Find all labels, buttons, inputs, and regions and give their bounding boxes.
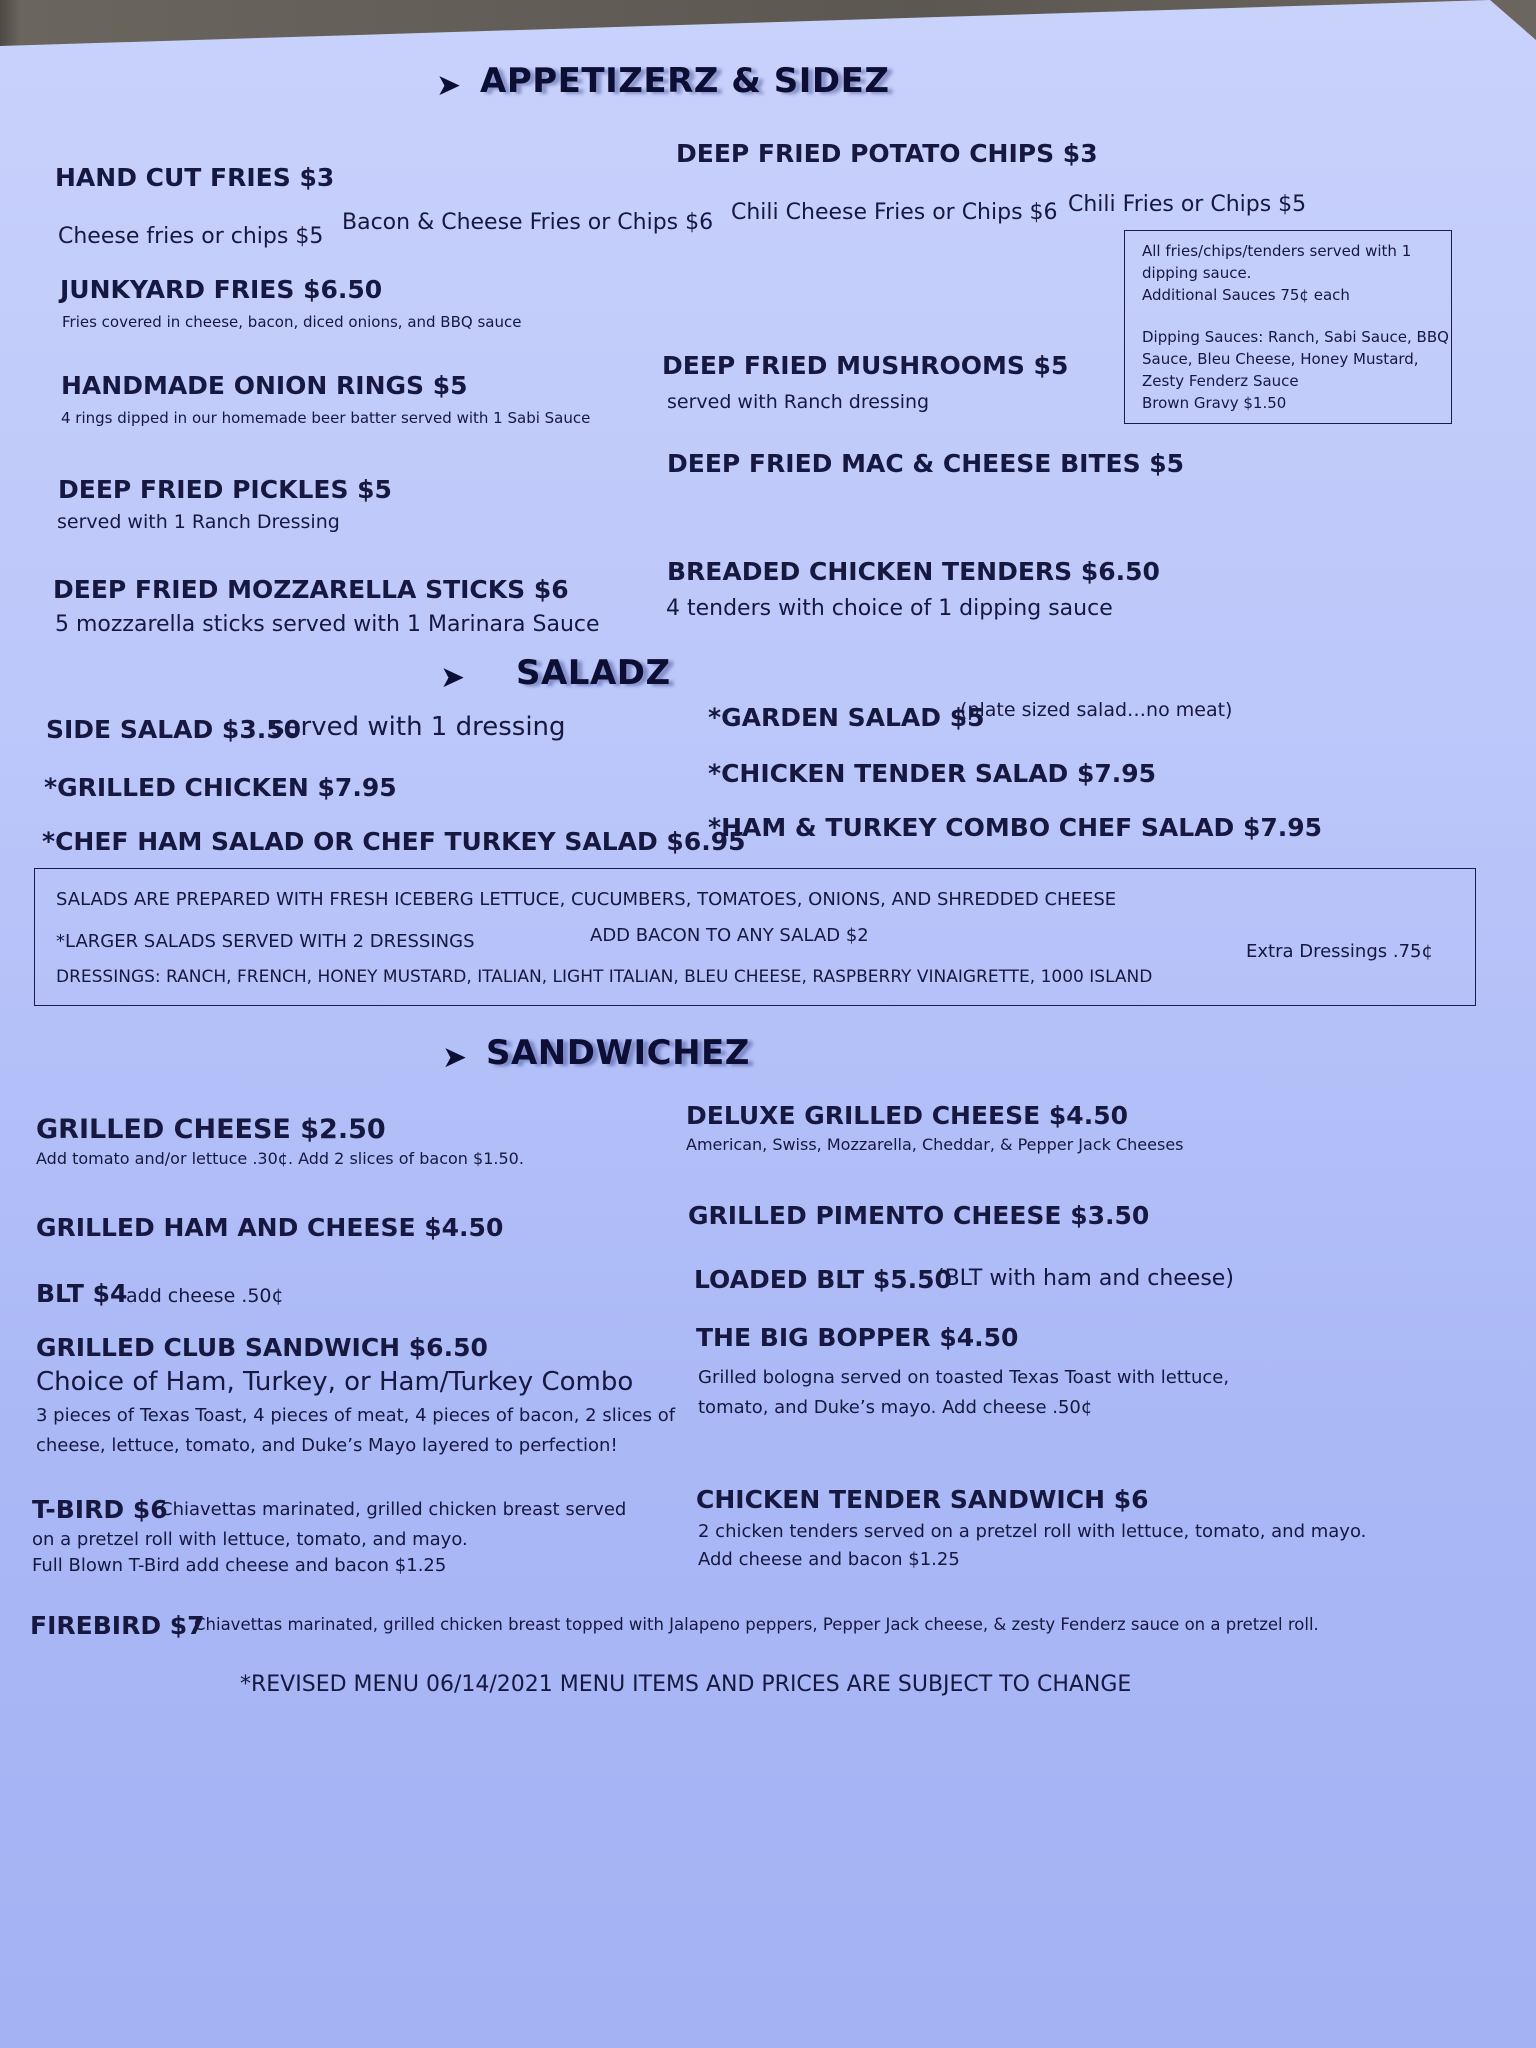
item-pickles: DEEP FRIED PICKLES $5 — [58, 475, 392, 504]
item-deluxe-desc: American, Swiss, Mozzarella, Cheddar, & Pepper Jack Cheeses — [686, 1135, 1184, 1154]
item-grilled-chicken-salad: *GRILLED CHICKEN $7.95 — [44, 773, 397, 802]
item-onion-rings-desc: 4 rings dipped in our homemade beer batter served with 1 Sabi Sauce — [61, 409, 591, 427]
section-arrow-icon: ➤ — [442, 1040, 468, 1075]
appetizers-heading: APPETIZERZ & SIDEZ — [480, 61, 890, 101]
salad-notes-bacon: ADD BACON TO ANY SALAD $2 — [590, 925, 869, 946]
item-pickles-desc: served with 1 Ranch Dressing — [57, 511, 340, 533]
salad-notes-dressings: DRESSINGS: RANCH, FRENCH, HONEY MUSTARD, ITALIAN, LIGHT ITALIAN, BLEU CHEESE, RASPBERRY VINAIGRETTE, 1000 ISLAND — [56, 967, 1153, 987]
item-loaded-blt: LOADED BLT $5.50 — [694, 1265, 952, 1294]
item-onion-rings: HANDMADE ONION RINGS $5 — [61, 371, 468, 400]
section-arrow-icon: ➤ — [436, 68, 462, 103]
sauce-line: All fries/chips/tenders served with 1 — [1142, 242, 1412, 260]
item-loaded-blt-desc: (BLT with ham and cheese) — [936, 1266, 1234, 1291]
item-cheese-fries: Cheese fries or chips $5 — [58, 224, 324, 249]
item-cts-desc-2: Add cheese and bacon $1.25 — [698, 1549, 960, 1570]
item-t-bird: T-BIRD $6 — [32, 1495, 168, 1524]
item-big-bopper-desc-2: tomato, and Duke’s mayo. Add cheese .50¢ — [698, 1397, 1093, 1418]
item-chef-ham-salad: *CHEF HAM SALAD OR CHEF TURKEY SALAD $6.95 — [42, 827, 746, 856]
item-firebird: FIREBIRD $7 — [30, 1611, 205, 1640]
sauce-line: Zesty Fenderz Sauce — [1142, 372, 1299, 390]
item-club-desc-2: cheese, lettuce, tomato, and Duke’s Mayo layered to perfection! — [36, 1435, 618, 1456]
item-t-bird-desc-1: Chiavettas marinated, grilled chicken breast served — [160, 1499, 627, 1520]
item-deluxe-grilled-cheese: DELUXE GRILLED CHEESE $4.50 — [686, 1101, 1128, 1130]
item-blt-desc: add cheese .50¢ — [126, 1285, 284, 1307]
salad-notes-extra: Extra Dressings .75¢ — [1246, 941, 1433, 962]
item-chili-cheese-fries: Chili Cheese Fries or Chips $6 — [731, 200, 1058, 225]
item-bacon-cheese-fries: Bacon & Cheese Fries or Chips $6 — [342, 210, 714, 235]
item-garden-salad-desc: (plate sized salad…no meat) — [960, 699, 1233, 721]
item-t-bird-desc-3: Full Blown T-Bird add cheese and bacon $1.25 — [32, 1555, 447, 1576]
item-grilled-cheese: GRILLED CHEESE $2.50 — [36, 1114, 386, 1145]
item-side-salad: SIDE SALAD $3.50 — [46, 715, 302, 744]
item-garden-salad: *GARDEN SALAD $5 — [708, 703, 985, 732]
item-combo-chef-salad: *HAM & TURKEY COMBO CHEF SALAD $7.95 — [708, 813, 1323, 842]
item-blt: BLT $4 — [36, 1279, 128, 1308]
item-hand-cut-fries: HAND CUT FRIES $3 — [55, 163, 335, 192]
item-chicken-tenders-desc: 4 tenders with choice of 1 dipping sauce — [666, 596, 1113, 621]
item-mozzarella-sticks: DEEP FRIED MOZZARELLA STICKS $6 — [53, 575, 569, 604]
sauce-line: Sauce, Bleu Cheese, Honey Mustard, — [1142, 350, 1419, 368]
item-big-bopper: THE BIG BOPPER $4.50 — [696, 1323, 1019, 1352]
item-big-bopper-desc-1: Grilled bologna served on toasted Texas Toast with lettuce, — [698, 1367, 1230, 1388]
sauce-line: Dipping Sauces: Ranch, Sabi Sauce, BBQ — [1142, 328, 1449, 346]
item-t-bird-desc-2: on a pretzel roll with lettuce, tomato, and mayo. — [32, 1529, 468, 1550]
item-mac-bites: DEEP FRIED MAC & CHEESE BITES $5 — [667, 449, 1185, 478]
item-chicken-tender-salad: *CHICKEN TENDER SALAD $7.95 — [708, 759, 1157, 788]
item-club-sandwich: GRILLED CLUB SANDWICH $6.50 — [36, 1333, 488, 1362]
sauce-line: dipping sauce. — [1142, 264, 1252, 282]
item-pimento-cheese: GRILLED PIMENTO CHEESE $3.50 — [688, 1201, 1150, 1230]
sandwiches-heading: SANDWICHEZ — [486, 1033, 750, 1073]
item-potato-chips: DEEP FRIED POTATO CHIPS $3 — [676, 139, 1098, 168]
item-junkyard-fries: JUNKYARD FRIES $6.50 — [60, 275, 383, 304]
item-ham-and-cheese: GRILLED HAM AND CHEESE $4.50 — [36, 1213, 504, 1242]
item-junkyard-desc: Fries covered in cheese, bacon, diced onions, and BBQ sauce — [62, 313, 522, 331]
item-chicken-tender-sandwich: CHICKEN TENDER SANDWICH $6 — [696, 1485, 1149, 1514]
salad-notes-larger: *LARGER SALADS SERVED WITH 2 DRESSINGS — [56, 931, 475, 952]
sauce-line: Brown Gravy $1.50 — [1142, 394, 1287, 412]
salads-heading: SALADZ — [516, 653, 671, 693]
sauce-info-text — [1142, 240, 1449, 414]
item-side-salad-desc: served with 1 dressing — [271, 712, 566, 742]
item-grilled-cheese-desc: Add tomato and/or lettuce .30¢. Add 2 slices of bacon $1.50. — [36, 1149, 524, 1168]
item-chili-fries: Chili Fries or Chips $5 — [1068, 192, 1307, 217]
item-club-choice: Choice of Ham, Turkey, or Ham/Turkey Combo — [36, 1367, 634, 1397]
item-chicken-tenders: BREADED CHICKEN TENDERS $6.50 — [667, 557, 1160, 586]
section-arrow-icon: ➤ — [440, 660, 466, 695]
item-club-desc-1: 3 pieces of Texas Toast, 4 pieces of meat, 4 pieces of bacon, 2 slices of — [36, 1405, 676, 1426]
item-mushrooms: DEEP FRIED MUSHROOMS $5 — [662, 351, 1069, 380]
sauce-line: Additional Sauces 75¢ each — [1142, 286, 1350, 304]
item-mushrooms-desc: served with Ranch dressing — [667, 391, 930, 413]
footer-note: *REVISED MENU 06/14/2021 MENU ITEMS AND PRICES ARE SUBJECT TO CHANGE — [240, 1672, 1132, 1697]
item-mozzarella-desc: 5 mozzarella sticks served with 1 Marinara Sauce — [55, 612, 600, 637]
salad-notes-ingredients: SALADS ARE PREPARED WITH FRESH ICEBERG LETTUCE, CUCUMBERS, TOMATOES, ONIONS, AND SHREDDED CHEESE — [56, 889, 1117, 910]
item-cts-desc-1: 2 chicken tenders served on a pretzel roll with lettuce, tomato, and mayo. — [698, 1521, 1367, 1542]
item-firebird-desc: Chiavettas marinated, grilled chicken breast topped with Jalapeno peppers, Pepper Jack cheese, & zesty Fenderz sauce on a pretzel roll. — [194, 1615, 1319, 1634]
